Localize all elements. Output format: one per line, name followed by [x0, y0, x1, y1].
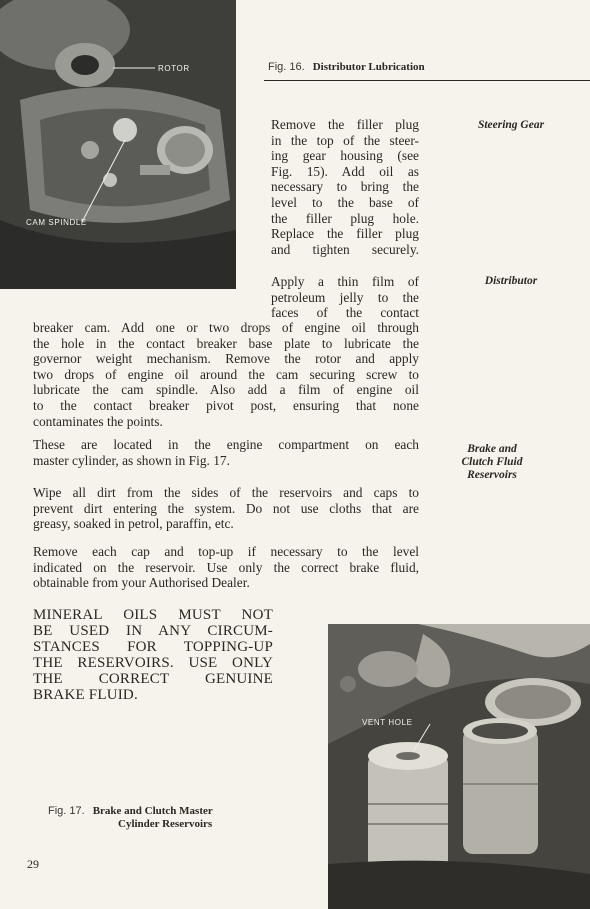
text-line: greasy, soaked in petrol, paraffin, etc.	[33, 516, 234, 532]
distributor-text-wide	[33, 320, 419, 429]
distributor-illustration	[0, 0, 236, 289]
text-line: and tighten securely.	[271, 241, 419, 257]
text-line: Replace the filler plug	[271, 226, 419, 242]
cam-spindle-label: CAM SPINDLE	[26, 218, 87, 227]
text-line: the hole in the contact breaker base plate to lubricate the	[33, 335, 419, 351]
figure-16-number: Fig. 16.	[268, 61, 305, 73]
figure-16-rule	[264, 80, 590, 81]
figure-17-title-line2: Cylinder Reservoirs	[118, 818, 213, 830]
text-line: in the top of the steer-	[271, 132, 419, 148]
distributor-photo	[0, 0, 236, 289]
text-line: petroleum jelly to the	[271, 289, 419, 305]
text-line: the filler plug hole.	[271, 210, 419, 226]
steering-gear-text	[271, 117, 419, 257]
warning-line: THE CORRECT GENUINE	[33, 671, 273, 687]
warning-line: MINERAL OILS MUST NOT	[33, 607, 273, 623]
text-line: ing gear housing (see	[271, 148, 419, 164]
brake-paragraph-1	[33, 437, 419, 468]
brake-paragraph-2	[33, 485, 419, 532]
warning-line: BE USED IN ANY CIRCUM-	[33, 623, 273, 639]
brake-clutch-heading	[432, 443, 552, 482]
warning-line: BRAKE FLUID.	[33, 687, 138, 703]
text-line: breaker cam. Add one or two drops of engine oil through	[33, 320, 419, 335]
text-line: Fig. 15). Add oil as	[271, 163, 419, 179]
text-line: necessary to bring the	[271, 179, 419, 195]
text-line: master cylinder, as shown in Fig. 17.	[33, 452, 230, 468]
warning-line: THE RESERVOIRS. USE ONLY	[33, 655, 273, 671]
heading-line: Clutch Fluid	[461, 456, 523, 468]
text-line: Apply a thin film of	[271, 274, 419, 289]
distributor-text-narrow	[271, 274, 419, 321]
text-line: faces of the contact	[271, 305, 419, 321]
text-line: lubricate the cam spindle. Also add a film of engine oil	[33, 382, 419, 398]
text-line: contaminates the points.	[33, 413, 163, 429]
text-line: two drops of engine oil around the cam securing screw to	[33, 366, 419, 382]
heading-line: Reservoirs	[467, 469, 517, 481]
mineral-oils-warning	[33, 607, 273, 703]
distributor-heading: Distributor	[484, 275, 538, 287]
text-line: to the contact breaker pivot post, ensuring that none	[33, 397, 419, 413]
figure-17-number: Fig. 17.	[48, 805, 85, 817]
figure-16-caption	[268, 61, 590, 73]
page-number: 29	[27, 857, 39, 871]
figure-17-title-line1: Brake and Clutch Master	[92, 805, 213, 817]
reservoirs-illustration	[328, 624, 590, 909]
brake-paragraph-3	[33, 544, 419, 591]
rotor-label: ROTOR	[158, 64, 190, 73]
text-line: obtainable from your Authorised Dealer.	[33, 575, 250, 591]
steering-gear-heading: Steering Gear	[477, 119, 545, 131]
text-line: These are located in the engine compartment on each	[33, 437, 419, 452]
text-line: governor weight mechanism. Remove the rotor and apply	[33, 351, 419, 367]
figure-17-caption	[48, 805, 288, 831]
text-line: prevent dirt entering the system. Do not use cloths that are	[33, 500, 419, 516]
text-line: Remove each cap and top-up if necessary to the level	[33, 544, 419, 559]
text-line: Wipe all dirt from the sides of the reservoirs and caps to	[33, 485, 419, 500]
warning-line: STANCES FOR TOPPING-UP	[33, 639, 273, 655]
text-line: Remove the filler plug	[271, 117, 419, 132]
figure-16-title: Distributor Lubrication	[312, 61, 425, 73]
text-line: level to the base of	[271, 194, 419, 210]
vent-hole-label: VENT HOLE	[362, 718, 413, 727]
heading-line: Brake and	[467, 443, 517, 455]
reservoirs-photo	[328, 624, 590, 909]
text-line: indicated on the reservoir. Use only the correct brake fluid,	[33, 559, 419, 575]
